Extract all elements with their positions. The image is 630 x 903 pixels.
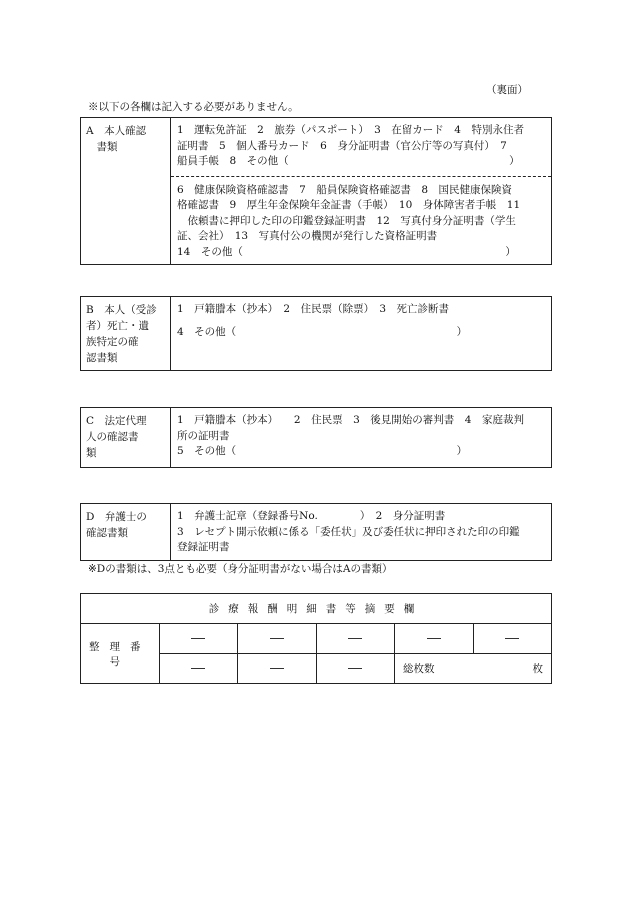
dash-mark — [348, 668, 362, 669]
section-b-label — [81, 297, 171, 371]
section-d-line: 登録証明書 — [177, 541, 230, 553]
section-a-table — [80, 117, 552, 265]
section-c-label-line: 人の確認書 — [86, 431, 139, 443]
reference-number-cell — [473, 624, 552, 654]
section-c-line: 所の証明書 — [177, 429, 230, 442]
dash-mark — [270, 638, 284, 639]
section-a-upper-line: 1 運転免許証 2 旅券（パスポート） 3 在留カード 4 特別永住者 — [177, 124, 524, 136]
reference-number-cell — [159, 624, 238, 654]
dash-mark — [348, 638, 362, 639]
dash-mark — [505, 638, 519, 639]
section-a-label-line: A 本人確認 — [86, 125, 147, 137]
section-b-label-line: B 本人（受診 — [86, 304, 157, 316]
section-a-lower-line: 証、会社） 13 写真付公の機関が発行した資格証明書 — [177, 230, 438, 242]
reference-number-cell — [316, 624, 395, 654]
section-b-content — [171, 297, 552, 371]
total-sheets-cell — [395, 654, 552, 684]
section-a-lower-line: 格確認書 9 厚生年金保険年金証書（手帳） 10 身体障害者手帳 11 — [177, 199, 521, 211]
section-a-content — [171, 118, 552, 265]
section-b-label-line: 族特定の確 — [86, 336, 139, 348]
reference-number-cell — [316, 654, 395, 684]
section-a-label-line: 書類 — [86, 141, 118, 153]
dash-mark — [191, 668, 205, 669]
section-d-table — [80, 503, 552, 561]
section-d-note: ※Dの書類は、3点とも必要（身分証明書がない場合はAの書類） — [88, 563, 393, 575]
section-a-lower-line: 6 健康保険資格確認書 7 船員保険資格確認書 8 国民健康保険資 — [177, 183, 513, 196]
dash-mark — [191, 638, 205, 639]
section-a-lower-line: 依頼書に押印した印の印鑑登録証明書 12 写真付身分証明書（学生 — [177, 214, 516, 227]
section-a-upper-line: 証明書 5 個人番号カード 6 身分証明書（官公庁等の写真付） 7 — [177, 139, 507, 152]
summary-title: 診療報酬明細書等摘要欄 — [81, 594, 552, 624]
reference-number-cell — [159, 654, 238, 684]
section-d-line: 3 レセプト開示依頼に係る「委任状」及び委任状に押印された印の印鑑 — [177, 525, 520, 538]
section-b-label-line: 者）死亡・遺 — [86, 320, 149, 332]
section-a-lower-block — [171, 176, 551, 261]
section-b-line: 4 その他（ ） — [177, 325, 468, 338]
section-b-line: 1 戸籍謄本（抄本） 2 住民票（除票） 3 死亡診断書 — [177, 303, 450, 315]
section-c-table — [80, 407, 552, 468]
section-d-label-line: 確認書類 — [86, 527, 128, 539]
section-d-label-line: D 弁護士の — [86, 511, 147, 523]
section-d-label — [81, 504, 171, 561]
dash-mark — [270, 668, 284, 669]
section-c-line: 1 戸籍謄本（抄本） 2 住民票 3 後見開始の審判書 4 家庭裁判 — [177, 414, 524, 426]
section-c-label — [81, 408, 171, 468]
section-c-label-line: 類 — [86, 447, 97, 459]
section-d-line: 1 弁護士記章（登録番号No. ） 2 身分証明書 — [177, 510, 446, 522]
section-d-content — [171, 504, 552, 561]
reference-number-label: 整理番号 — [81, 624, 160, 684]
sheets-unit-label: 枚 — [532, 663, 543, 675]
dash-mark — [427, 638, 441, 639]
section-a-upper-line: 船員手帳 8 その他（ ） — [177, 155, 520, 167]
total-sheets-label: 総枚数 — [403, 663, 435, 675]
reference-number-cell — [238, 654, 317, 684]
page-side-label: （裏面） — [486, 84, 528, 96]
section-a-label — [81, 118, 171, 265]
section-b-table — [80, 296, 552, 371]
section-c-label-line: C 法定代理 — [86, 415, 147, 427]
section-a-lower-line: 14 その他（ ） — [177, 245, 516, 258]
reference-number-cell — [238, 624, 317, 654]
summary-table — [80, 593, 552, 684]
reference-number-cell — [395, 624, 474, 654]
section-b-label-line: 認書類 — [86, 352, 118, 364]
section-c-content — [171, 408, 552, 468]
notice-text: ※以下の各欄は記入する必要がありません。 — [88, 101, 299, 113]
section-c-line: 5 その他（ ） — [177, 445, 468, 457]
